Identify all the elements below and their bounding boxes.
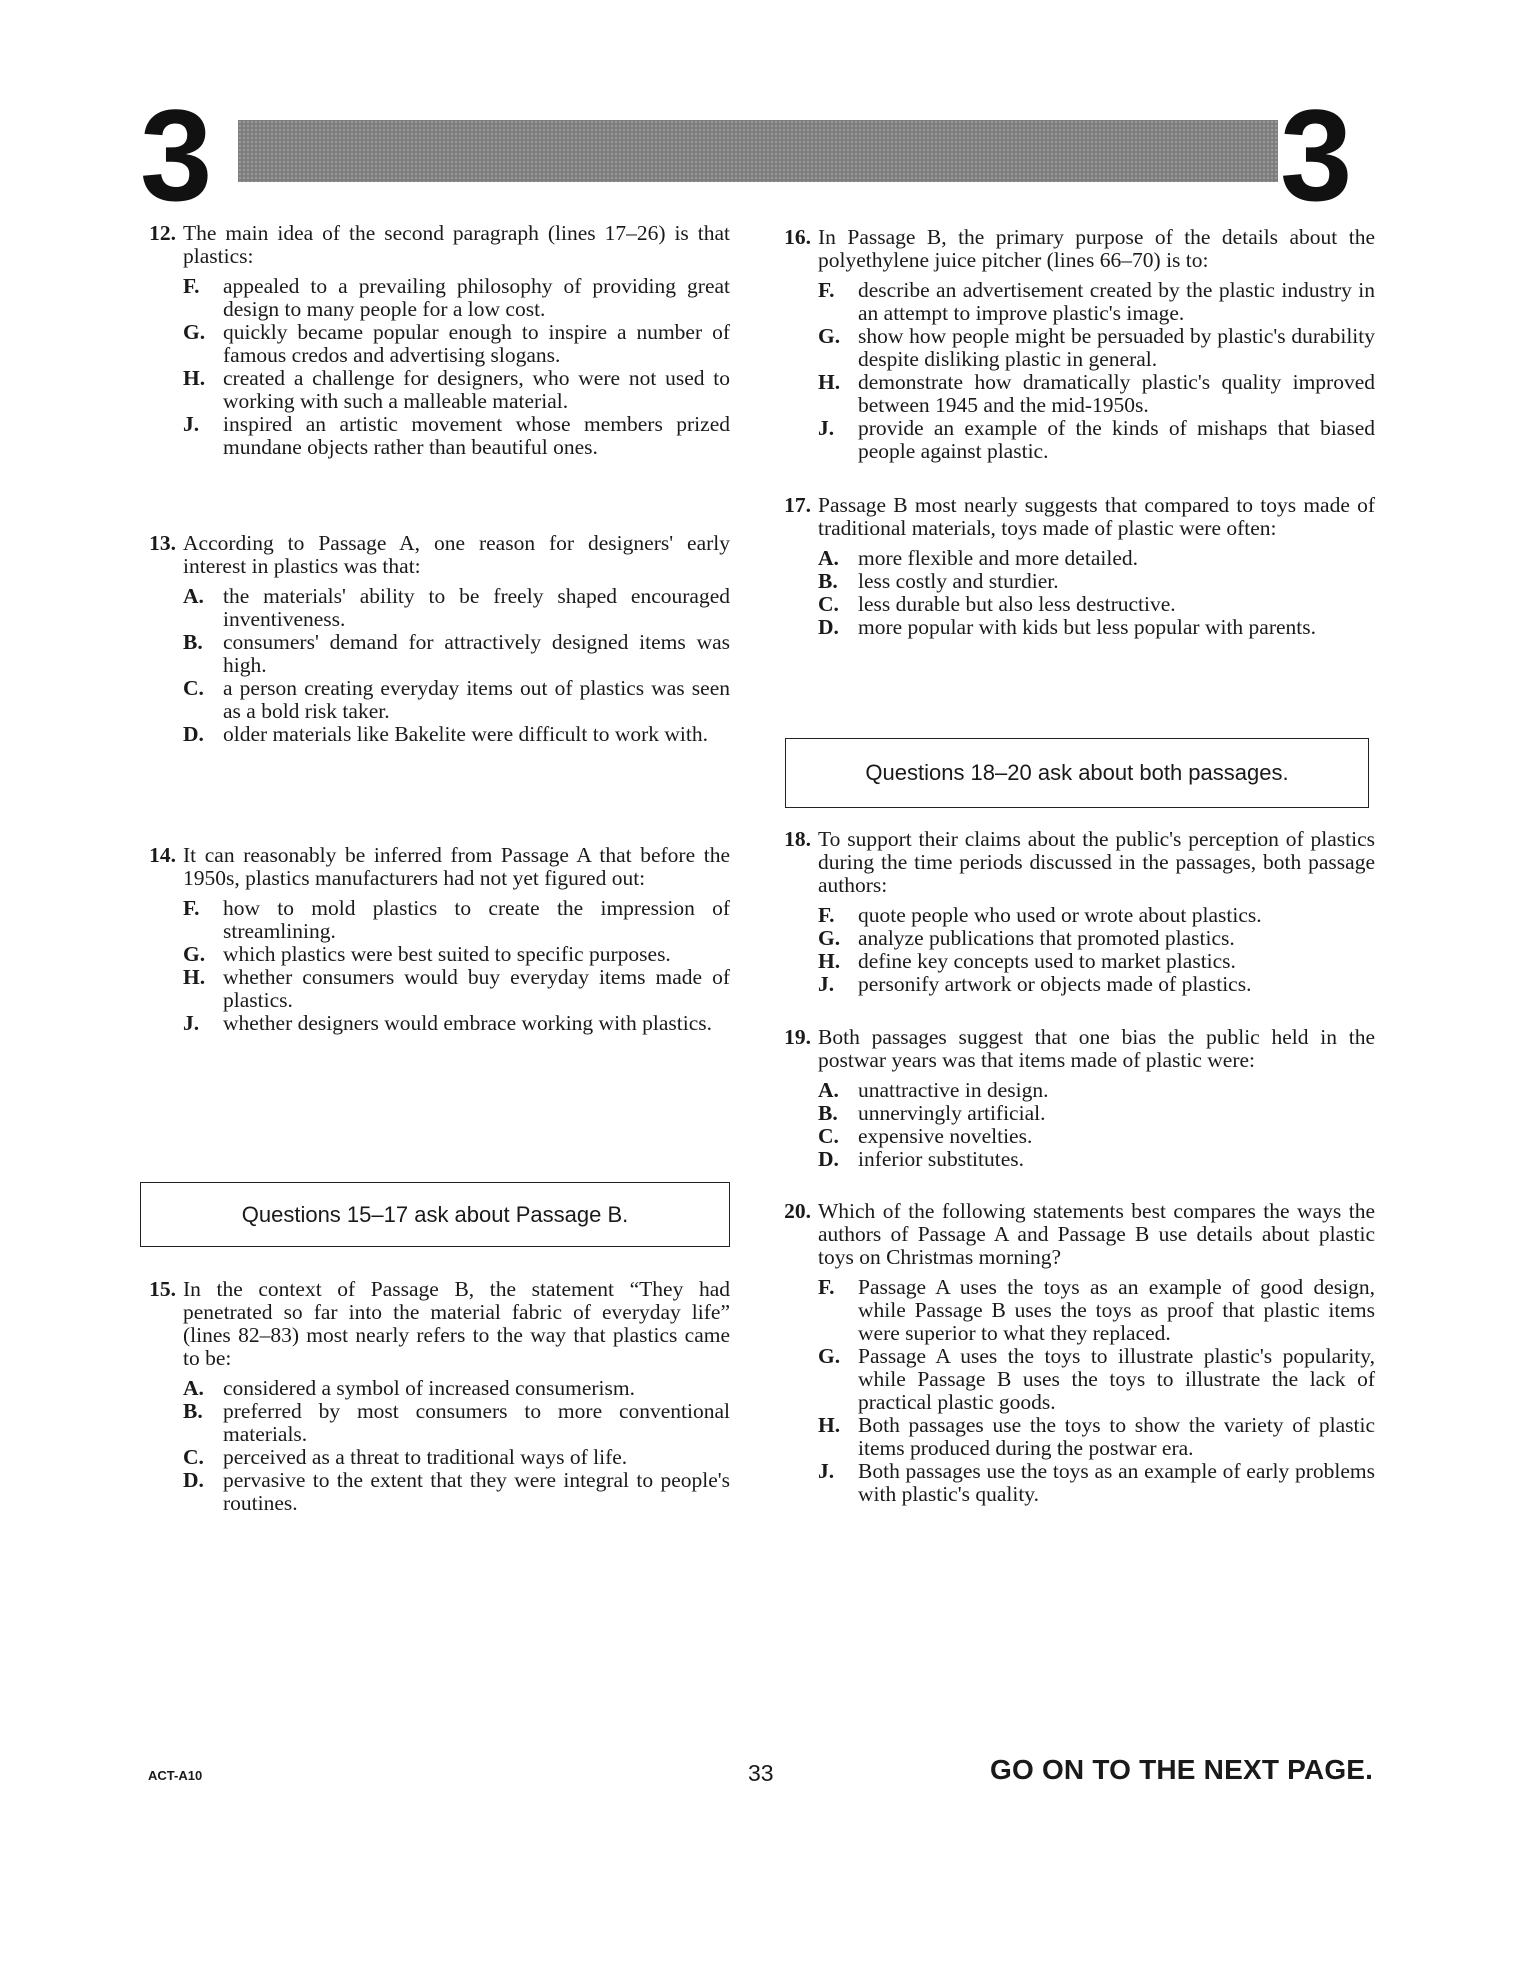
answer-option-g[interactable]: [183, 943, 730, 966]
answer-option-a[interactable]: [818, 547, 1375, 570]
option-letter: B.: [183, 1399, 203, 1423]
both-passages-instruction-box: Questions 18–20 ask about both passages.: [785, 738, 1369, 808]
option-text: less costly and sturdier.: [858, 569, 1059, 593]
option-text: provide an example of the kinds of mishaps that biased people against plastic.: [858, 416, 1375, 463]
option-letter: J.: [818, 972, 835, 996]
answer-option-g[interactable]: [818, 927, 1375, 950]
option-letter: G.: [183, 320, 206, 344]
question-number: 14.: [149, 843, 176, 867]
question-13: [140, 532, 730, 746]
option-text: expensive novelties.: [858, 1124, 1033, 1148]
option-text: which plastics were best suited to specific purposes.: [223, 942, 671, 966]
option-letter: C.: [818, 1124, 839, 1148]
option-text: define key concepts used to market plastics.: [858, 949, 1236, 973]
option-text: demonstrate how dramatically plastic's quality improved between 1945 and the mid-1950s.: [858, 370, 1375, 417]
option-text: preferred by most consumers to more conventional materials.: [223, 1399, 730, 1446]
option-text: quickly became popular enough to inspire a number of famous credos and advertising slogans.: [223, 320, 730, 367]
option-letter: D.: [818, 1147, 839, 1171]
option-letter: B.: [818, 1101, 838, 1125]
question-12: [140, 222, 730, 459]
go-on-next-page: GO ON TO THE NEXT PAGE.: [990, 1754, 1374, 1785]
section-number-right: 3: [1280, 82, 1353, 228]
option-letter: J.: [183, 412, 200, 436]
answer-option-c[interactable]: [183, 1446, 730, 1469]
section-header-bar: [238, 120, 1278, 182]
option-letter: A.: [818, 546, 839, 570]
option-text: unattractive in design.: [858, 1078, 1049, 1102]
option-letter: D.: [183, 1468, 204, 1492]
option-letter: H.: [183, 366, 206, 390]
option-text: pervasive to the extent that they were integral to people's routines.: [223, 1468, 730, 1515]
option-text: whether consumers would buy everyday items made of plastics.: [223, 965, 730, 1012]
option-letter: A.: [818, 1078, 839, 1102]
option-letter: G.: [183, 942, 206, 966]
question-stem: In Passage B, the primary purpose of the details about the polyethylene juice pitcher (lines 66–70) is to:: [818, 225, 1375, 272]
option-letter: C.: [818, 592, 839, 616]
option-letter: D.: [183, 722, 204, 746]
question-stem: Both passages suggest that one bias the public held in the postwar years was that items made of plastic were:: [818, 1025, 1375, 1072]
answer-option-d[interactable]: [183, 723, 730, 746]
answer-option-g[interactable]: [818, 1345, 1375, 1414]
answer-option-a[interactable]: [183, 585, 730, 631]
question-stem: It can reasonably be inferred from Passage A that before the 1950s, plastics manufacturers had not yet figured out:: [183, 843, 730, 890]
option-letter: H.: [183, 965, 206, 989]
answer-option-h[interactable]: [183, 367, 730, 413]
answer-option-h[interactable]: [818, 950, 1375, 973]
question-stem: In the context of Passage B, the statement “They had penetrated so far into the material fabric of everyday life” (lines 82–83) most nearly refers to the way that plastics came to be:: [183, 1277, 730, 1370]
option-text: more popular with kids but less popular with parents.: [858, 615, 1316, 639]
option-letter: F.: [818, 903, 835, 927]
option-text: whether designers would embrace working with plastics.: [223, 1011, 712, 1035]
option-text: analyze publications that promoted plastics.: [858, 926, 1235, 950]
answer-option-c[interactable]: [818, 593, 1375, 616]
question-18: [775, 828, 1375, 996]
answer-option-f[interactable]: [818, 1276, 1375, 1345]
option-letter: B.: [183, 630, 203, 654]
option-text: Both passages use the toys as an example of early problems with plastic's quality.: [858, 1459, 1375, 1506]
option-text: how to mold plastics to create the impression of streamlining.: [223, 896, 730, 943]
option-letter: H.: [818, 949, 841, 973]
option-letter: F.: [183, 896, 200, 920]
option-letter: H.: [818, 1413, 841, 1437]
option-text: show how people might be persuaded by plastic's durability despite disliking plastic in general.: [858, 324, 1375, 371]
option-letter: G.: [818, 926, 841, 950]
option-letter: A.: [183, 584, 204, 608]
answer-option-j[interactable]: [818, 1460, 1375, 1506]
answer-option-b[interactable]: [818, 570, 1375, 593]
answer-option-a[interactable]: [818, 1079, 1375, 1102]
answer-option-h[interactable]: [818, 371, 1375, 417]
option-text: quote people who used or wrote about plastics.: [858, 903, 1262, 927]
answer-option-d[interactable]: [818, 616, 1375, 639]
form-code: ACT-A10: [148, 1768, 203, 1783]
option-letter: D.: [818, 615, 839, 639]
option-text: appealed to a prevailing philosophy of providing great design to many people for a low cost.: [223, 274, 730, 321]
section-number-left: 3: [140, 82, 213, 228]
question-stem: According to Passage A, one reason for designers' early interest in plastics was that:: [183, 531, 730, 578]
answer-option-a[interactable]: [183, 1377, 730, 1400]
answer-option-f[interactable]: [818, 904, 1375, 927]
question-number: 19.: [784, 1025, 811, 1049]
option-letter: J.: [818, 1459, 835, 1483]
option-letter: J.: [818, 416, 835, 440]
answer-option-f[interactable]: [183, 897, 730, 943]
answer-option-h[interactable]: [183, 966, 730, 1012]
option-letter: C.: [183, 1445, 204, 1469]
option-text: created a challenge for designers, who were not used to working with such a malleable material.: [223, 366, 730, 413]
option-text: unnervingly artificial.: [858, 1101, 1046, 1125]
question-number: 16.: [784, 225, 811, 249]
passage-b-instruction-box: Questions 15–17 ask about Passage B.: [140, 1182, 730, 1247]
question-16: [775, 226, 1375, 463]
answer-option-b[interactable]: [183, 1400, 730, 1446]
answer-option-d[interactable]: [183, 1469, 730, 1515]
option-text: less durable but also less destructive.: [858, 592, 1176, 616]
option-letter: H.: [818, 370, 841, 394]
answer-option-g[interactable]: [818, 325, 1375, 371]
question-stem: Passage B most nearly suggests that compared to toys made of traditional materials, toys made of plastic were often:: [818, 493, 1375, 540]
option-letter: F.: [818, 1275, 835, 1299]
answer-option-d[interactable]: [818, 1148, 1375, 1171]
answer-option-j[interactable]: [183, 413, 730, 459]
question-15: [140, 1278, 730, 1515]
answer-option-c[interactable]: [818, 1125, 1375, 1148]
option-text: older materials like Bakelite were difficult to work with.: [223, 722, 708, 746]
option-text: Passage A uses the toys as an example of good design, while Passage B uses the toys as proof that plastic items were superior to what they replaced.: [858, 1275, 1375, 1345]
question-stem: The main idea of the second paragraph (lines 17–26) is that plastics:: [183, 221, 730, 268]
option-text: considered a symbol of increased consumerism.: [223, 1376, 635, 1400]
question-number: 18.: [784, 827, 811, 851]
option-letter: F.: [183, 274, 200, 298]
option-text: a person creating everyday items out of plastics was seen as a bold risk taker.: [223, 676, 730, 723]
answer-option-j[interactable]: [818, 973, 1375, 996]
answer-option-b[interactable]: [183, 631, 730, 677]
option-letter: G.: [818, 1344, 841, 1368]
option-text: inferior substitutes.: [858, 1147, 1025, 1171]
question-number: 15.: [149, 1277, 176, 1301]
answer-option-g[interactable]: [183, 321, 730, 367]
question-number: 20.: [784, 1199, 811, 1223]
option-text: consumers' demand for attractively designed items was high.: [223, 630, 730, 677]
option-text: the materials' ability to be freely shaped encouraged inventiveness.: [223, 584, 730, 631]
question-14: [140, 844, 730, 1035]
option-text: more flexible and more detailed.: [858, 546, 1138, 570]
question-stem: Which of the following statements best compares the ways the authors of Passage A and Passage B use details about plastic toys on Christmas morning?: [818, 1199, 1375, 1269]
answer-option-b[interactable]: [818, 1102, 1375, 1125]
question-17: [775, 494, 1375, 639]
answer-option-f[interactable]: [818, 279, 1375, 325]
option-text: perceived as a threat to traditional ways of life.: [223, 1445, 628, 1469]
answer-option-f[interactable]: [183, 275, 730, 321]
option-text: describe an advertisement created by the plastic industry in an attempt to improve plastic's image.: [858, 278, 1375, 325]
option-letter: B.: [818, 569, 838, 593]
option-text: Both passages use the toys to show the variety of plastic items produced during the postwar era.: [858, 1413, 1375, 1460]
option-text: Passage A uses the toys to illustrate plastic's popularity, while Passage B uses the toys to illustrate the lack of practical plastic goods.: [858, 1344, 1375, 1414]
question-number: 13.: [149, 531, 176, 555]
option-letter: A.: [183, 1376, 204, 1400]
question-number: 17.: [784, 493, 811, 517]
option-letter: F.: [818, 278, 835, 302]
page-number: 33: [748, 1760, 774, 1786]
option-text: inspired an artistic movement whose members prized mundane objects rather than beautiful ones.: [223, 412, 730, 459]
question-20: [775, 1200, 1375, 1506]
question-number: 12.: [149, 221, 176, 245]
option-text: personify artwork or objects made of plastics.: [858, 972, 1252, 996]
option-letter: J.: [183, 1011, 200, 1035]
option-letter: C.: [183, 676, 204, 700]
option-letter: G.: [818, 324, 841, 348]
answer-option-h[interactable]: [818, 1414, 1375, 1460]
answer-option-c[interactable]: [183, 677, 730, 723]
answer-option-j[interactable]: [818, 417, 1375, 463]
answer-option-j[interactable]: [183, 1012, 730, 1035]
question-stem: To support their claims about the public's perception of plastics during the time periods discussed in the passages, both passage authors:: [818, 827, 1375, 897]
question-19: [775, 1026, 1375, 1171]
